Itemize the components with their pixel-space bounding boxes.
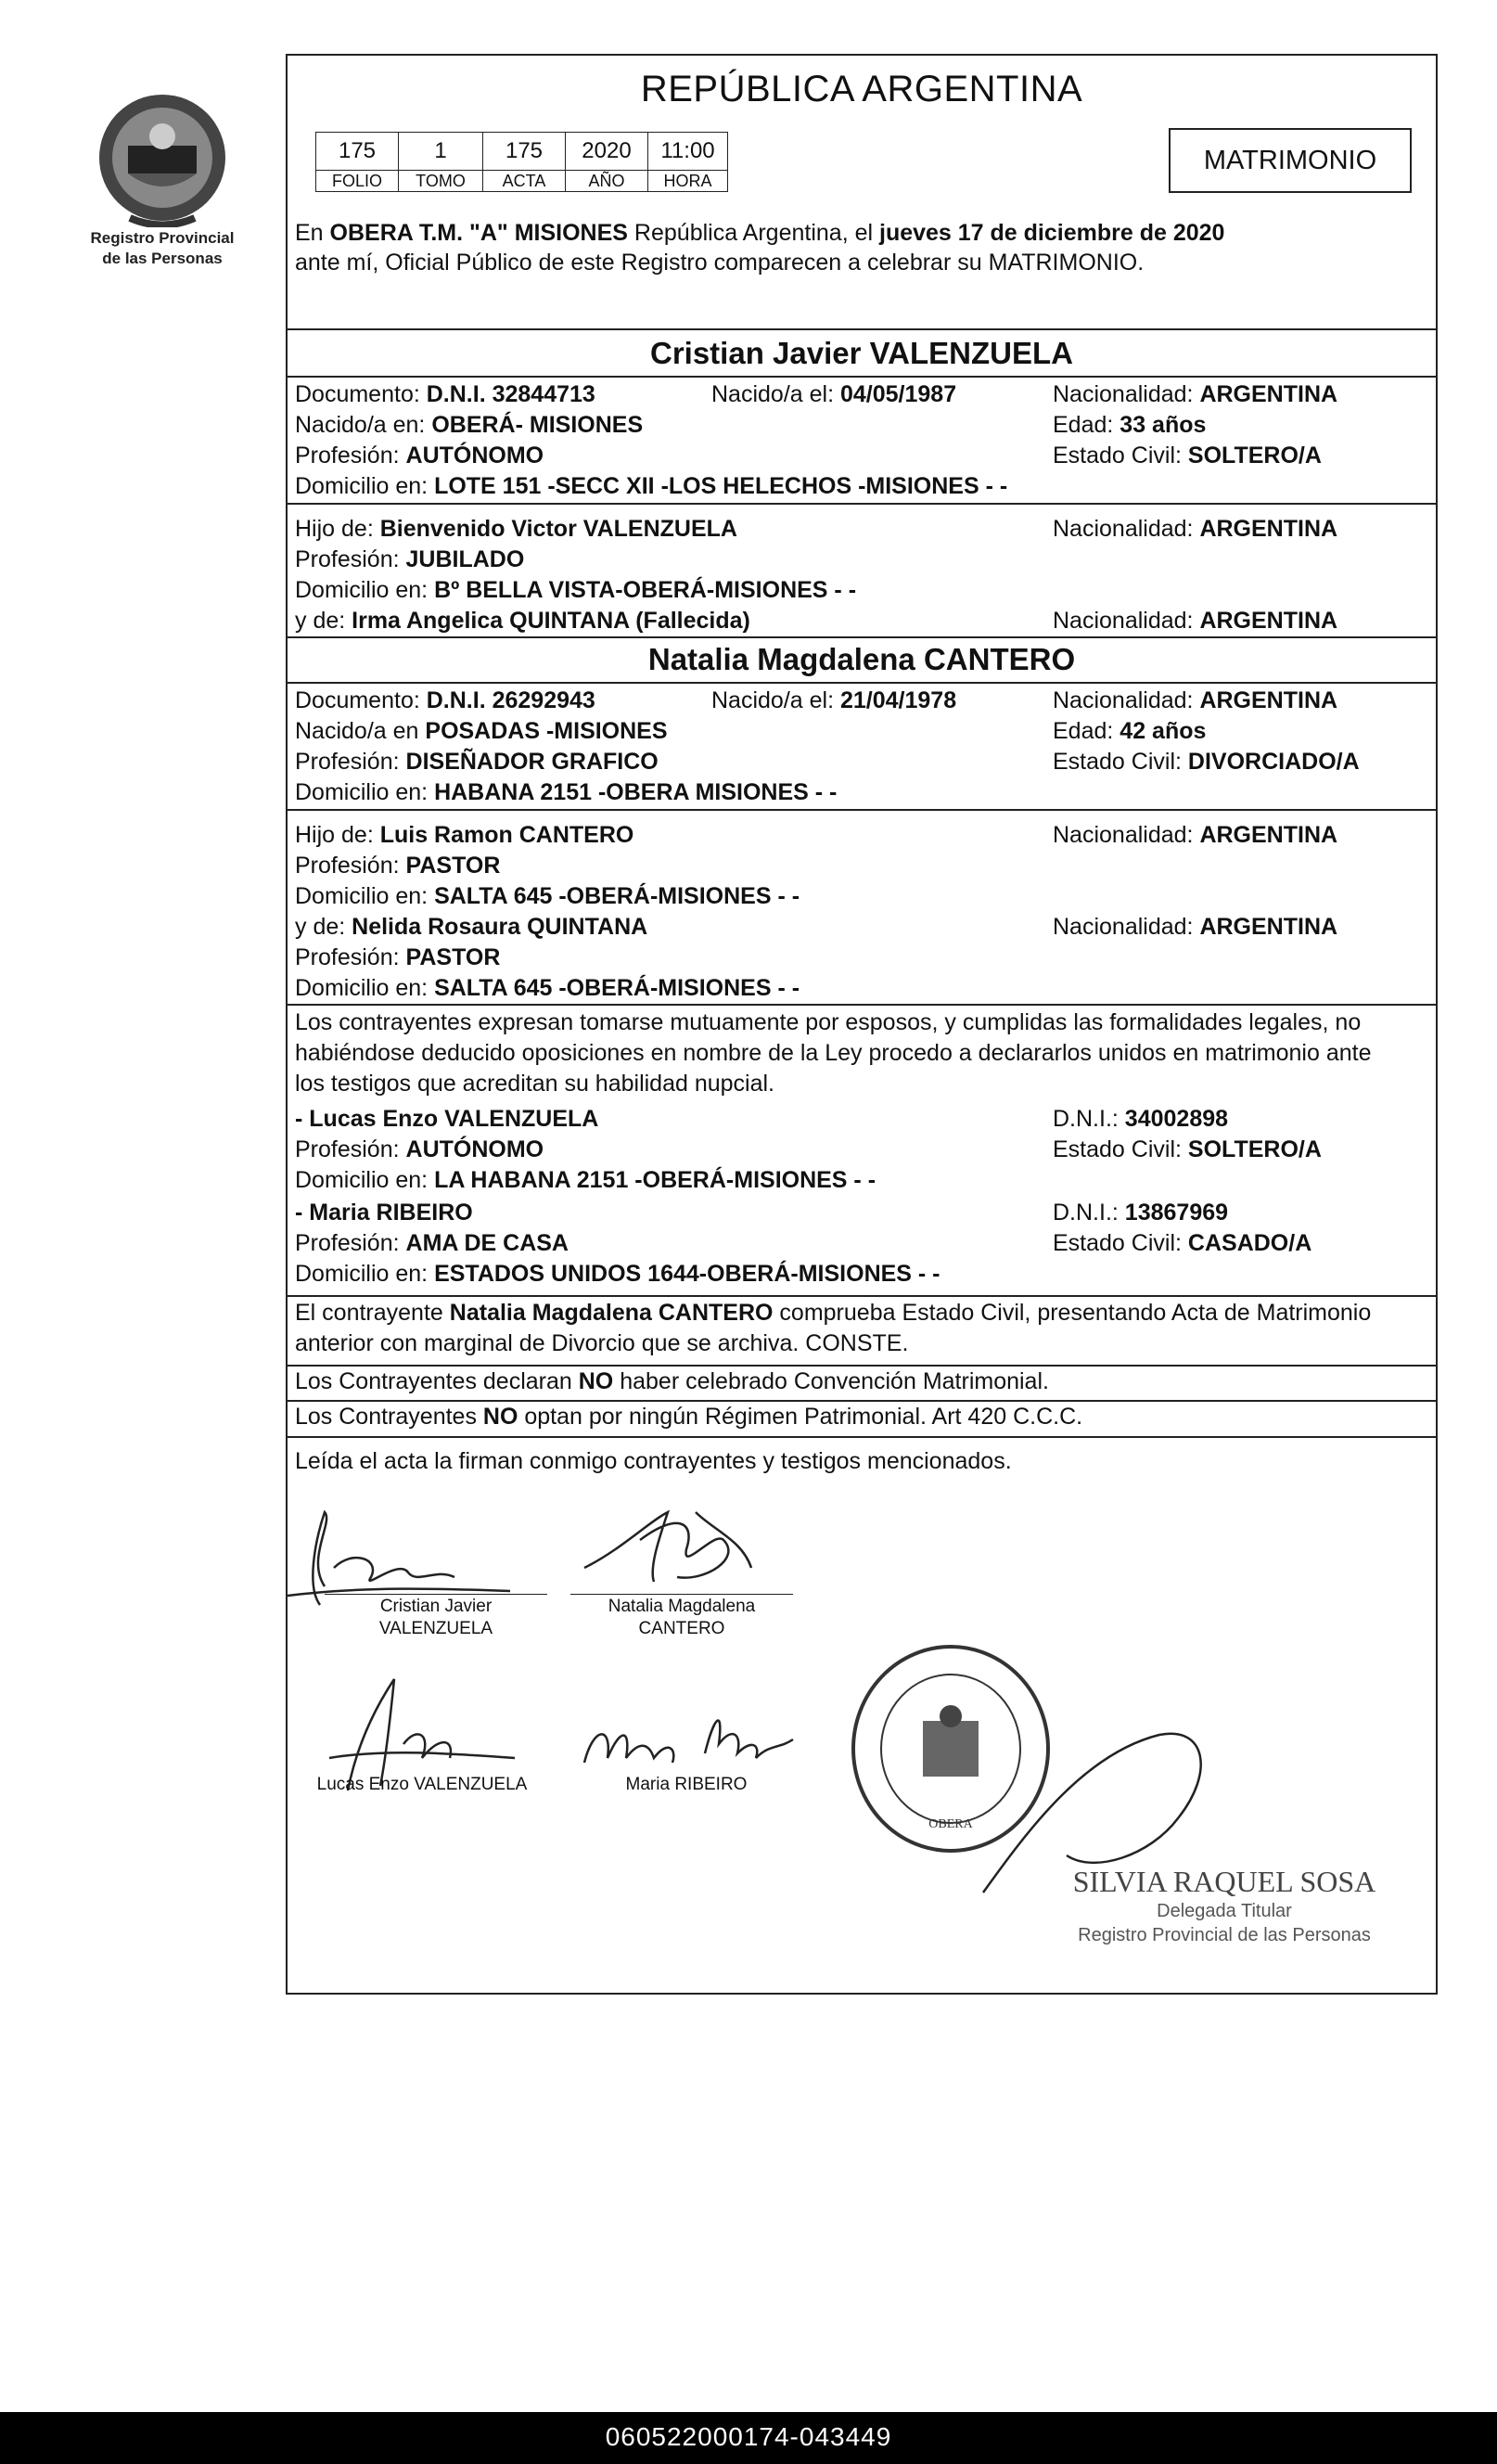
witness1-name: - Lucas Enzo VALENZUELA [295,1106,599,1132]
tomo-value: 1 [399,133,483,171]
hora-value: 11:00 [648,133,728,171]
bride-mother: y de: Nelida Rosaura QUINTANA [295,914,648,940]
groom-name: Cristian Javier VALENZUELA [649,336,1073,370]
bride-father-domicilio: Domicilio en: SALTA 645 -OBERÁ-MISIONES - - [295,883,800,909]
bride-signature-icon [566,1494,788,1605]
groom-edad: Edad: 33 años [1053,412,1207,438]
witness1-domicilio: Domicilio en: LA HABANA 2151 -OBERÁ-MISIONES - - [295,1167,876,1193]
groom-estado-civil: Estado Civil: SOLTERO/A [1053,443,1322,468]
document-type-badge: MATRIMONIO [1169,128,1412,193]
groom-domicilio: Domicilio en: LOTE 151 -SECC XII -LOS HELECHOS -MISIONES - - [295,473,1008,499]
folio-value: 175 [316,133,399,171]
regime-note: Los Contrayentes NO optan por ningún Régimen Patrimonial. Art 420 C.C.C. [295,1404,1083,1430]
bride-nacido-el: Nacido/a el: 21/04/1978 [711,687,957,713]
declaration-line-3: los testigos que acreditan su habilidad nupcial. [295,1071,775,1097]
intro-line-1: En OBERA T.M. "A" MISIONES República Argentina, el jueves 17 de diciembre de 2020 [295,220,1225,246]
groom-father-profesion: Profesión: JUBILADO [295,546,525,572]
bride-mother-domicilio: Domicilio en: SALTA 645 -OBERÁ-MISIONES - - [295,975,800,1001]
bride-father-profesion: Profesión: PASTOR [295,853,501,879]
witness2-dni: D.N.I.: 13867969 [1053,1200,1229,1226]
groom-signature-label: Cristian Javier VALENZUELA [378,1597,493,1638]
declaration-line-2: habiéndose deducido oposiciones en nombre de la Ley procedo a declararlos unidos en matrimonio ante [295,1040,1372,1066]
witness1-estado-civil: Estado Civil: SOLTERO/A [1053,1136,1322,1162]
official-org: Registro Provincial de las Personas [1078,1925,1371,1945]
groom-mother-nacionalidad: Nacionalidad: ARGENTINA [1053,608,1338,634]
divorce-note-line-1: El contrayente Natalia Magdalena CANTERO comprueba Estado Civil, presentando Acta de Matrimonio [295,1300,1372,1326]
folio-label: FOLIO [316,171,399,192]
official-name: SILVIA RAQUEL SOSA [1072,1865,1376,1898]
bride-father-nacionalidad: Nacionalidad: ARGENTINA [1053,822,1338,848]
witness2-estado-civil: Estado Civil: CASADO/A [1053,1230,1312,1256]
witness1-dni: D.N.I.: 34002898 [1053,1106,1229,1132]
certificate-frame [286,54,1438,1995]
bride-mother-nacionalidad: Nacionalidad: ARGENTINA [1053,914,1338,940]
acta-label: ACTA [483,171,566,192]
groom-nacido-el: Nacido/a el: 04/05/1987 [711,381,957,407]
bride-father: Hijo de: Luis Ramon CANTERO [295,822,634,848]
bride-signature-label: Natalia Magdalena CANTERO [608,1597,756,1638]
anio-label: AÑO [566,171,648,192]
witness2-profesion: Profesión: AMA DE CASA [295,1230,569,1256]
groom-nacido-en: Nacido/a en: OBERÁ- MISIONES [295,412,644,438]
groom-profesion: Profesión: AUTÓNOMO [295,443,544,468]
witness2-signature-label: Maria RIBEIRO [625,1775,748,1794]
declaration-line-1: Los contrayentes expresan tomarse mutuamente por esposos, y cumplidas las formalidades legales, no [295,1009,1362,1035]
convention-note: Los Contrayentes declaran NO haber celebrado Convención Matrimonial. [295,1368,1049,1394]
anio-value: 2020 [566,133,648,171]
registry-logo [74,88,250,268]
divorce-note-line-2: anterior con marginal de Divorcio que se archiva. CONSTE. [295,1330,909,1356]
official-role: Delegada Titular [1157,1901,1292,1921]
hora-label: HORA [648,171,728,192]
witness2-name: - Maria RIBEIRO [295,1200,473,1226]
registry-table [315,132,728,192]
page-title: REPÚBLICA ARGENTINA [640,69,1083,109]
intro-line-2: ante mí, Oficial Público de este Registro comparecen a celebrar su MATRIMONIO. [295,250,1145,276]
bride-domicilio: Domicilio en: HABANA 2151 -OBERA MISIONES - - [295,779,838,805]
bride-edad: Edad: 42 años [1053,718,1207,744]
groom-documento: Documento: D.N.I. 32844713 [295,381,595,407]
bride-nacionalidad: Nacionalidad: ARGENTINA [1053,687,1338,713]
logo-caption-line1: Registro Provincial [90,229,235,247]
witness1-signature-label: Lucas Enzo VALENZUELA [316,1775,528,1794]
bride-name: Natalia Magdalena CANTERO [647,642,1076,676]
logo-caption-line2: de las Personas [102,250,223,267]
groom-father-domicilio: Domicilio en: Bº BELLA VISTA-OBERÁ-MISIONES - - [295,577,857,603]
groom-father-nacionalidad: Nacionalidad: ARGENTINA [1053,516,1338,542]
groom-mother: y de: Irma Angelica QUINTANA (Fallecida) [295,608,750,634]
tomo-label: TOMO [399,171,483,192]
bride-nacido-en: Nacido/a en POSADAS -MISIONES [295,718,668,744]
witness1-profesion: Profesión: AUTÓNOMO [295,1136,544,1162]
svg-text:OBERA: OBERA [928,1817,973,1831]
bride-documento: Documento: D.N.I. 26292943 [295,687,595,713]
witness2-domicilio: Domicilio en: ESTADOS UNIDOS 1644-OBERÁ-MISIONES - - [295,1261,940,1287]
province-seal-icon [93,88,232,227]
witness2-signature-icon [566,1688,844,1781]
closing-statement: Leída el acta la firman conmigo contrayentes y testigos mencionados. [295,1448,1012,1474]
bride-mother-profesion: Profesión: PASTOR [295,944,501,970]
acta-value: 175 [483,133,566,171]
groom-father: Hijo de: Bienvenido Victor VALENZUELA [295,516,737,542]
groom-nacionalidad: Nacionalidad: ARGENTINA [1053,381,1338,407]
bride-profesion: Profesión: DISEÑADOR GRAFICO [295,749,659,775]
document-barcode-code: 060522000174-043449 [0,2412,1497,2464]
bride-estado-civil: Estado Civil: DIVORCIADO/A [1053,749,1360,775]
